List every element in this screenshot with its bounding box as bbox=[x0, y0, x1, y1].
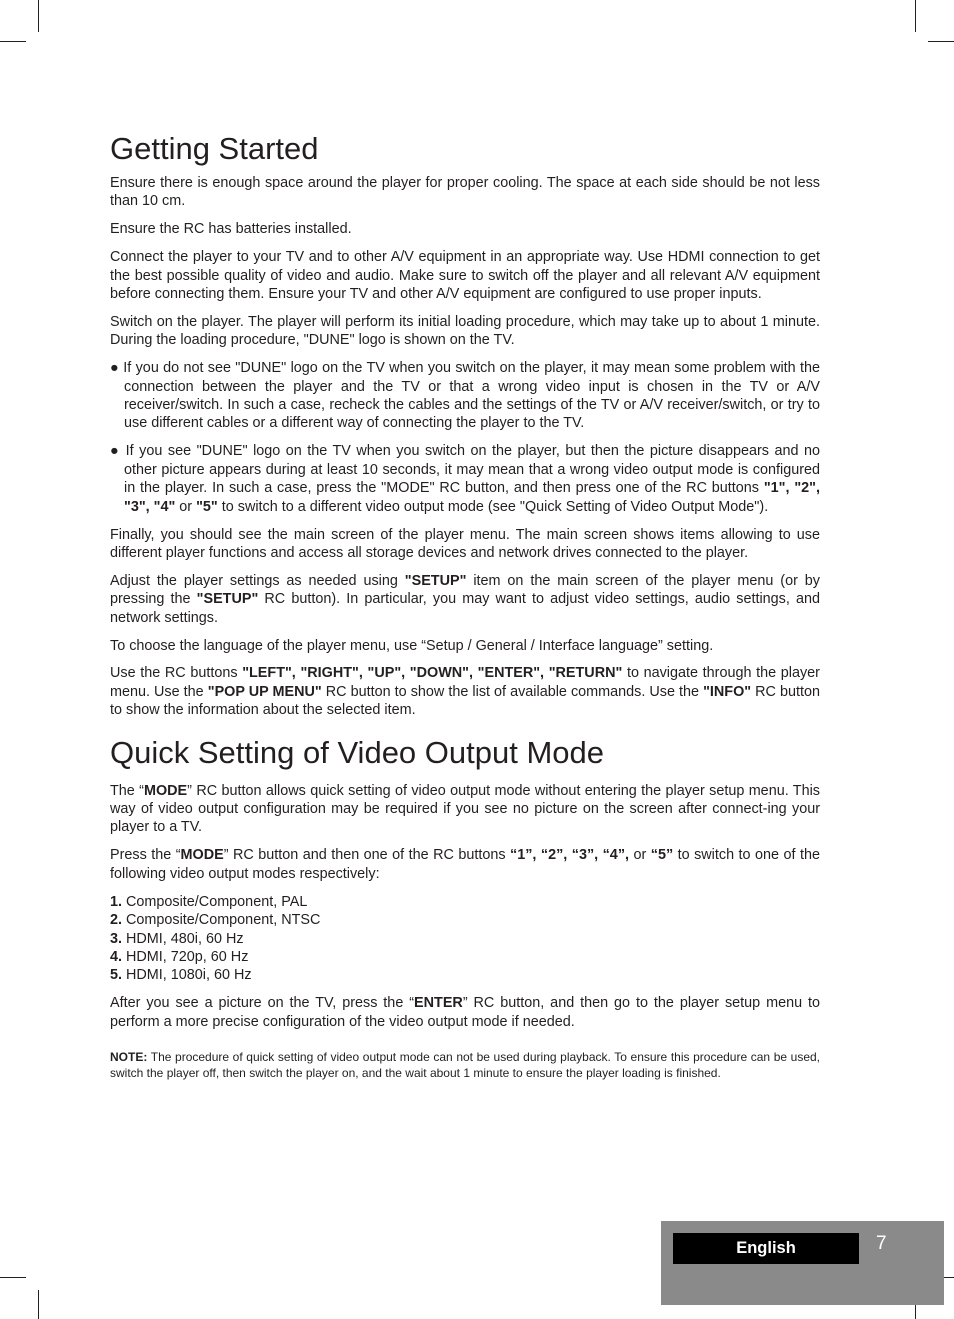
list-item: 4. HDMI, 720p, 60 Hz bbox=[110, 948, 249, 965]
list-item: 2. Composite/Component, NTSC bbox=[110, 912, 321, 929]
crop-mark bbox=[928, 41, 954, 42]
section-title-getting-started: Getting Started bbox=[110, 131, 319, 166]
paragraph: To choose the language of the player menu, use “Setup / General / Interface language” setting. bbox=[110, 637, 714, 654]
page-number: 7 bbox=[876, 1233, 887, 1254]
paragraph: Use the RC buttons "LEFT", "RIGHT", "UP", "DOWN", "ENTER", "RETURN" to navigate through the player menu. Use the "POP UP MENU" RC button to show the list of available commands. Use the "INFO" RC button to show the information about the selected item. bbox=[110, 665, 821, 719]
paragraph: After you see a picture on the TV, press the “ENTER” RC button, and then go to the player setup menu to perform a more precise configuration of the video output mode if needed. bbox=[110, 995, 821, 1030]
page-content bbox=[110, 130, 820, 1091]
paragraph: Ensure there is enough space around the player for proper cooling. The space at each side should be not less than 10 cm. bbox=[110, 175, 820, 210]
list-item: 3. HDMI, 480i, 60 Hz bbox=[110, 930, 244, 947]
paragraph: Finally, you should see the main screen of the player menu. The main screen shows items allowing to use different player functions and access all storage devices and network drives connected to the player. bbox=[110, 526, 820, 561]
paragraph: Adjust the player settings as needed using "SETUP" item on the main screen of the player menu (or by pressing the "SETUP" RC button). In particular, you may want to adjust video settings, audio settings, and network settings. bbox=[110, 572, 820, 626]
list-item: 1. Composite/Component, PAL bbox=[110, 893, 308, 910]
mode-list bbox=[110, 893, 820, 985]
paragraph: The “MODE” RC button allows quick setting of video output mode without entering the player setup menu. This way of video output configuration may be required if you see no picture on the screen after connect-ing your player to a TV. bbox=[110, 782, 820, 836]
crop-mark bbox=[0, 1277, 26, 1278]
crop-mark bbox=[0, 41, 26, 42]
crop-mark bbox=[915, 0, 916, 32]
crop-mark bbox=[38, 0, 39, 32]
note: NOTE: The procedure of quick setting of video output mode can not be used during playback. To ensure this procedure can be used, switch the player off, then switch the player on, and the wait about 1 minute to ensure the player loading is finished. bbox=[110, 1050, 820, 1081]
bullet-item: ● If you see "DUNE" logo on the TV when you switch on the player, but then the picture disappears and no other picture appears during at least 10 seconds, it may mean that a wrong video output mode is configured in the player. In such a case, press the "MODE" RC button, and then press one of the RC buttons "1", "2", "3", "4" or "5" to switch to a different video output mode (see "Quick Setting of Video Output Mode"). bbox=[110, 443, 820, 515]
paragraph: Switch on the player. The player will perform its initial loading procedure, which may take up to about 1 minute. During the loading procedure, "DUNE" logo is shown on the TV. bbox=[110, 313, 820, 349]
bullet-item: ● If you do not see "DUNE" logo on the TV when you switch on the player, it may mean some problem with the connection between the player and the TV or that a wrong video input is chosen in the TV or A/V receiver/switch. In such a case, recheck the cables and the settings of the TV or A/V receiver/switch, or try to use different cables or a different way of connecting the player to the TV. bbox=[110, 360, 820, 432]
paragraph: Press the “MODE” RC button and then one of the RC buttons “1”, “2”, “3”, “4”, or “5” to switch to one of the following video output modes respectively: bbox=[110, 847, 820, 882]
crop-mark bbox=[38, 1290, 39, 1319]
language-label: English bbox=[673, 1233, 859, 1264]
section-title-quick-setting: Quick Setting of Video Output Mode bbox=[110, 734, 605, 770]
list-item: 5. HDMI, 1080i, 60 Hz bbox=[110, 967, 252, 984]
paragraph: Ensure the RC has batteries installed. bbox=[110, 221, 352, 238]
paragraph: Connect the player to your TV and to other A/V equipment in an appropriate way. Use HDMI connection to get the best possible quality of video and audio. Make sure to switch off the player and all relevant A/V equipment before connecting them. Ensure your TV and other A/V equipment are configured to use proper inputs. bbox=[110, 249, 820, 303]
